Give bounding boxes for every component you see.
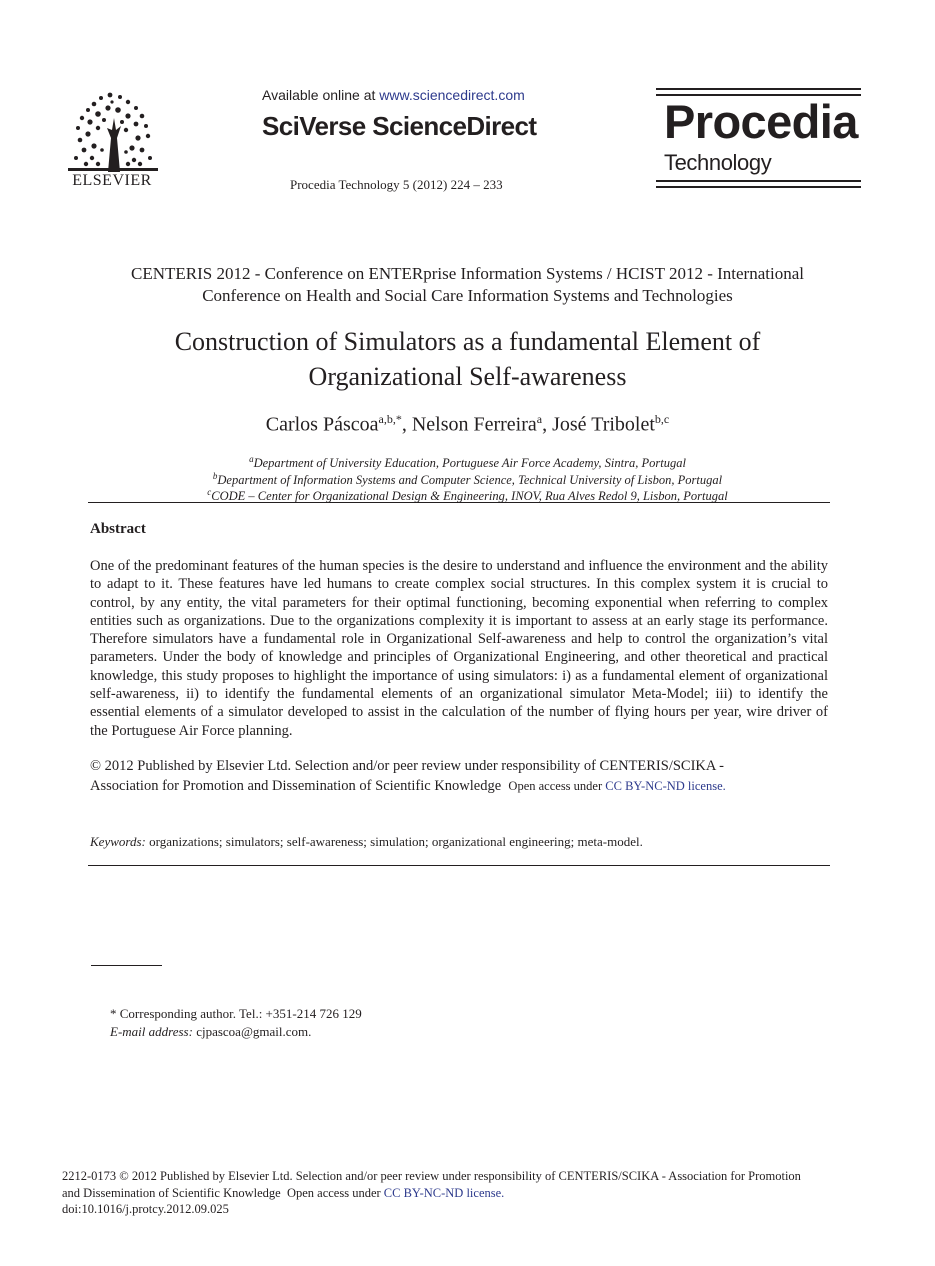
footer-line-1: 2212-0173 © 2012 Published by Elsevier Ltd. Selection and/or peer review under responsibility of CENTERIS/SCIKA - Association for Promotion: [62, 1169, 801, 1183]
doi[interactable]: doi:10.1016/j.protcy.2012.09.025: [62, 1202, 229, 1216]
open-access-prefix: Open access under: [508, 779, 606, 793]
affiliation-marker: c: [207, 487, 212, 497]
paper-title-line-1: Construction of Simulators as a fundamental Element of: [174, 327, 761, 356]
author-name: Nelson Ferreira: [411, 413, 537, 436]
affiliation-text: CODE – Center for Organizational Design & Engineering, INOV, Rua Alves Redol 9, Lisbon, Portugal: [211, 489, 728, 504]
logo-rule: [656, 186, 861, 188]
affiliation-marker: a: [249, 454, 254, 464]
footer-license-link[interactable]: CC BY-NC-ND license.: [383, 1185, 505, 1200]
elsevier-logo: [62, 86, 162, 192]
author-list: [60, 412, 875, 437]
affiliation-a: [60, 454, 875, 471]
sciverse-sciencedirect-logo: SciVerse ScienceDirect: [262, 111, 537, 141]
journal-reference: Procedia Technology 5 (2012) 224 – 233: [290, 177, 503, 192]
conference-line-2: Conference on Health and Social Care Information Systems and Technologies: [202, 286, 733, 305]
procedia-technology-logo: [656, 88, 861, 190]
author-separator: ,: [401, 413, 412, 436]
footer-association: and Dissemination of Scientific Knowledge: [62, 1185, 281, 1200]
affiliation-text: Department of Information Systems and Computer Science, Technical University of Lisbon, Portugal: [217, 473, 723, 488]
paper-title-line-2: Organizational Self-awareness: [308, 362, 627, 391]
email-label: E-mail address:: [110, 1024, 193, 1039]
sciencedirect-link[interactable]: www.sciencedirect.com: [379, 87, 525, 103]
author-separator: ,: [542, 413, 553, 436]
footer-open-access-prefix: Open access under: [286, 1185, 384, 1200]
conference-line-1: CENTERIS 2012 - Conference on ENTERprise Information Systems / HCIST 2012 - International: [131, 264, 804, 283]
elsevier-tree-icon: [68, 88, 158, 172]
keywords-text: organizations; simulators; self-awareness; simulation; organizational engineering; meta-model.: [145, 834, 643, 849]
author-affiliation-marker: b,c: [654, 412, 670, 426]
abstract-body: One of the predominant features of the human species is the desire to understand and influence the environment and the ability to adapt to it. These features have led humans to create complex social structures. In this complex system it is crucial to control, by any entity, the vital parameters for their optimal functioning, becoming exponential when referring to complex entities such as organizations. Due to the organizations complexity it is important to assess at an early stage its performance. Therefore simulators have a fundamental role in Organizational Self-awareness and help to control the organization’s vital parameters. Under the body of knowledge and principles of Organizational Engineering, and other theoretical and practical knowledge, this study proposes to highlight the importance of using simulators: i) as a fundamental element of organizational self-awareness, ii) to identify the fundamental elements of an organizational simulator Meta-Model; iii) to identify the essential elements of a simulator developed to assist in the calculation of the number of flying hours per year, wire driver of the Portuguese Air Force planning.: [90, 558, 828, 739]
affiliation-text: Department of University Education, Portuguese Air Force Academy, Sintra, Portugal: [253, 456, 686, 471]
section-divider: [88, 502, 830, 503]
keywords: [90, 834, 643, 850]
footer-line-2: [62, 1185, 862, 1202]
author-name: Carlos Páscoa: [265, 413, 379, 436]
page-footer: [62, 1168, 862, 1218]
available-online-line: [262, 87, 525, 103]
section-divider: [88, 865, 830, 866]
affiliation-b: [60, 471, 875, 488]
author-affiliation-marker: a,b,: [378, 412, 396, 426]
copyright-line-2: [90, 776, 830, 796]
procedia-subtitle: Technology: [664, 150, 772, 175]
license-link[interactable]: CC BY-NC-ND license.: [605, 779, 726, 793]
corresponding-author-note: * Corresponding author. Tel.: +351-214 726 129: [110, 1006, 362, 1021]
copyright-line-1: © 2012 Published by Elsevier Ltd. Selection and/or peer review under responsibility of CENTERIS/SCIKA -: [90, 758, 725, 774]
affiliation-marker: b: [212, 471, 218, 481]
copyright-association: Association for Promotion and Dissemination of Scientific Knowledge: [90, 778, 502, 794]
available-prefix: Available online at: [262, 87, 380, 103]
elsevier-wordmark: ELSEVIER: [72, 172, 152, 189]
logo-rule: [656, 88, 861, 90]
keywords-label: Keywords:: [90, 834, 146, 849]
email-address[interactable]: cjpascoa@gmail.com.: [192, 1024, 312, 1039]
author-affiliation-marker: a: [536, 412, 543, 426]
abstract-heading: Abstract: [90, 521, 146, 537]
copyright-notice: [90, 756, 830, 796]
logo-rule: [656, 180, 861, 182]
footnote-divider: [91, 965, 162, 966]
procedia-wordmark: Procedia: [664, 95, 858, 148]
author-name: José Tribolet: [552, 413, 655, 436]
email-note: [110, 1024, 311, 1040]
corresponding-author-marker: *: [395, 412, 402, 426]
